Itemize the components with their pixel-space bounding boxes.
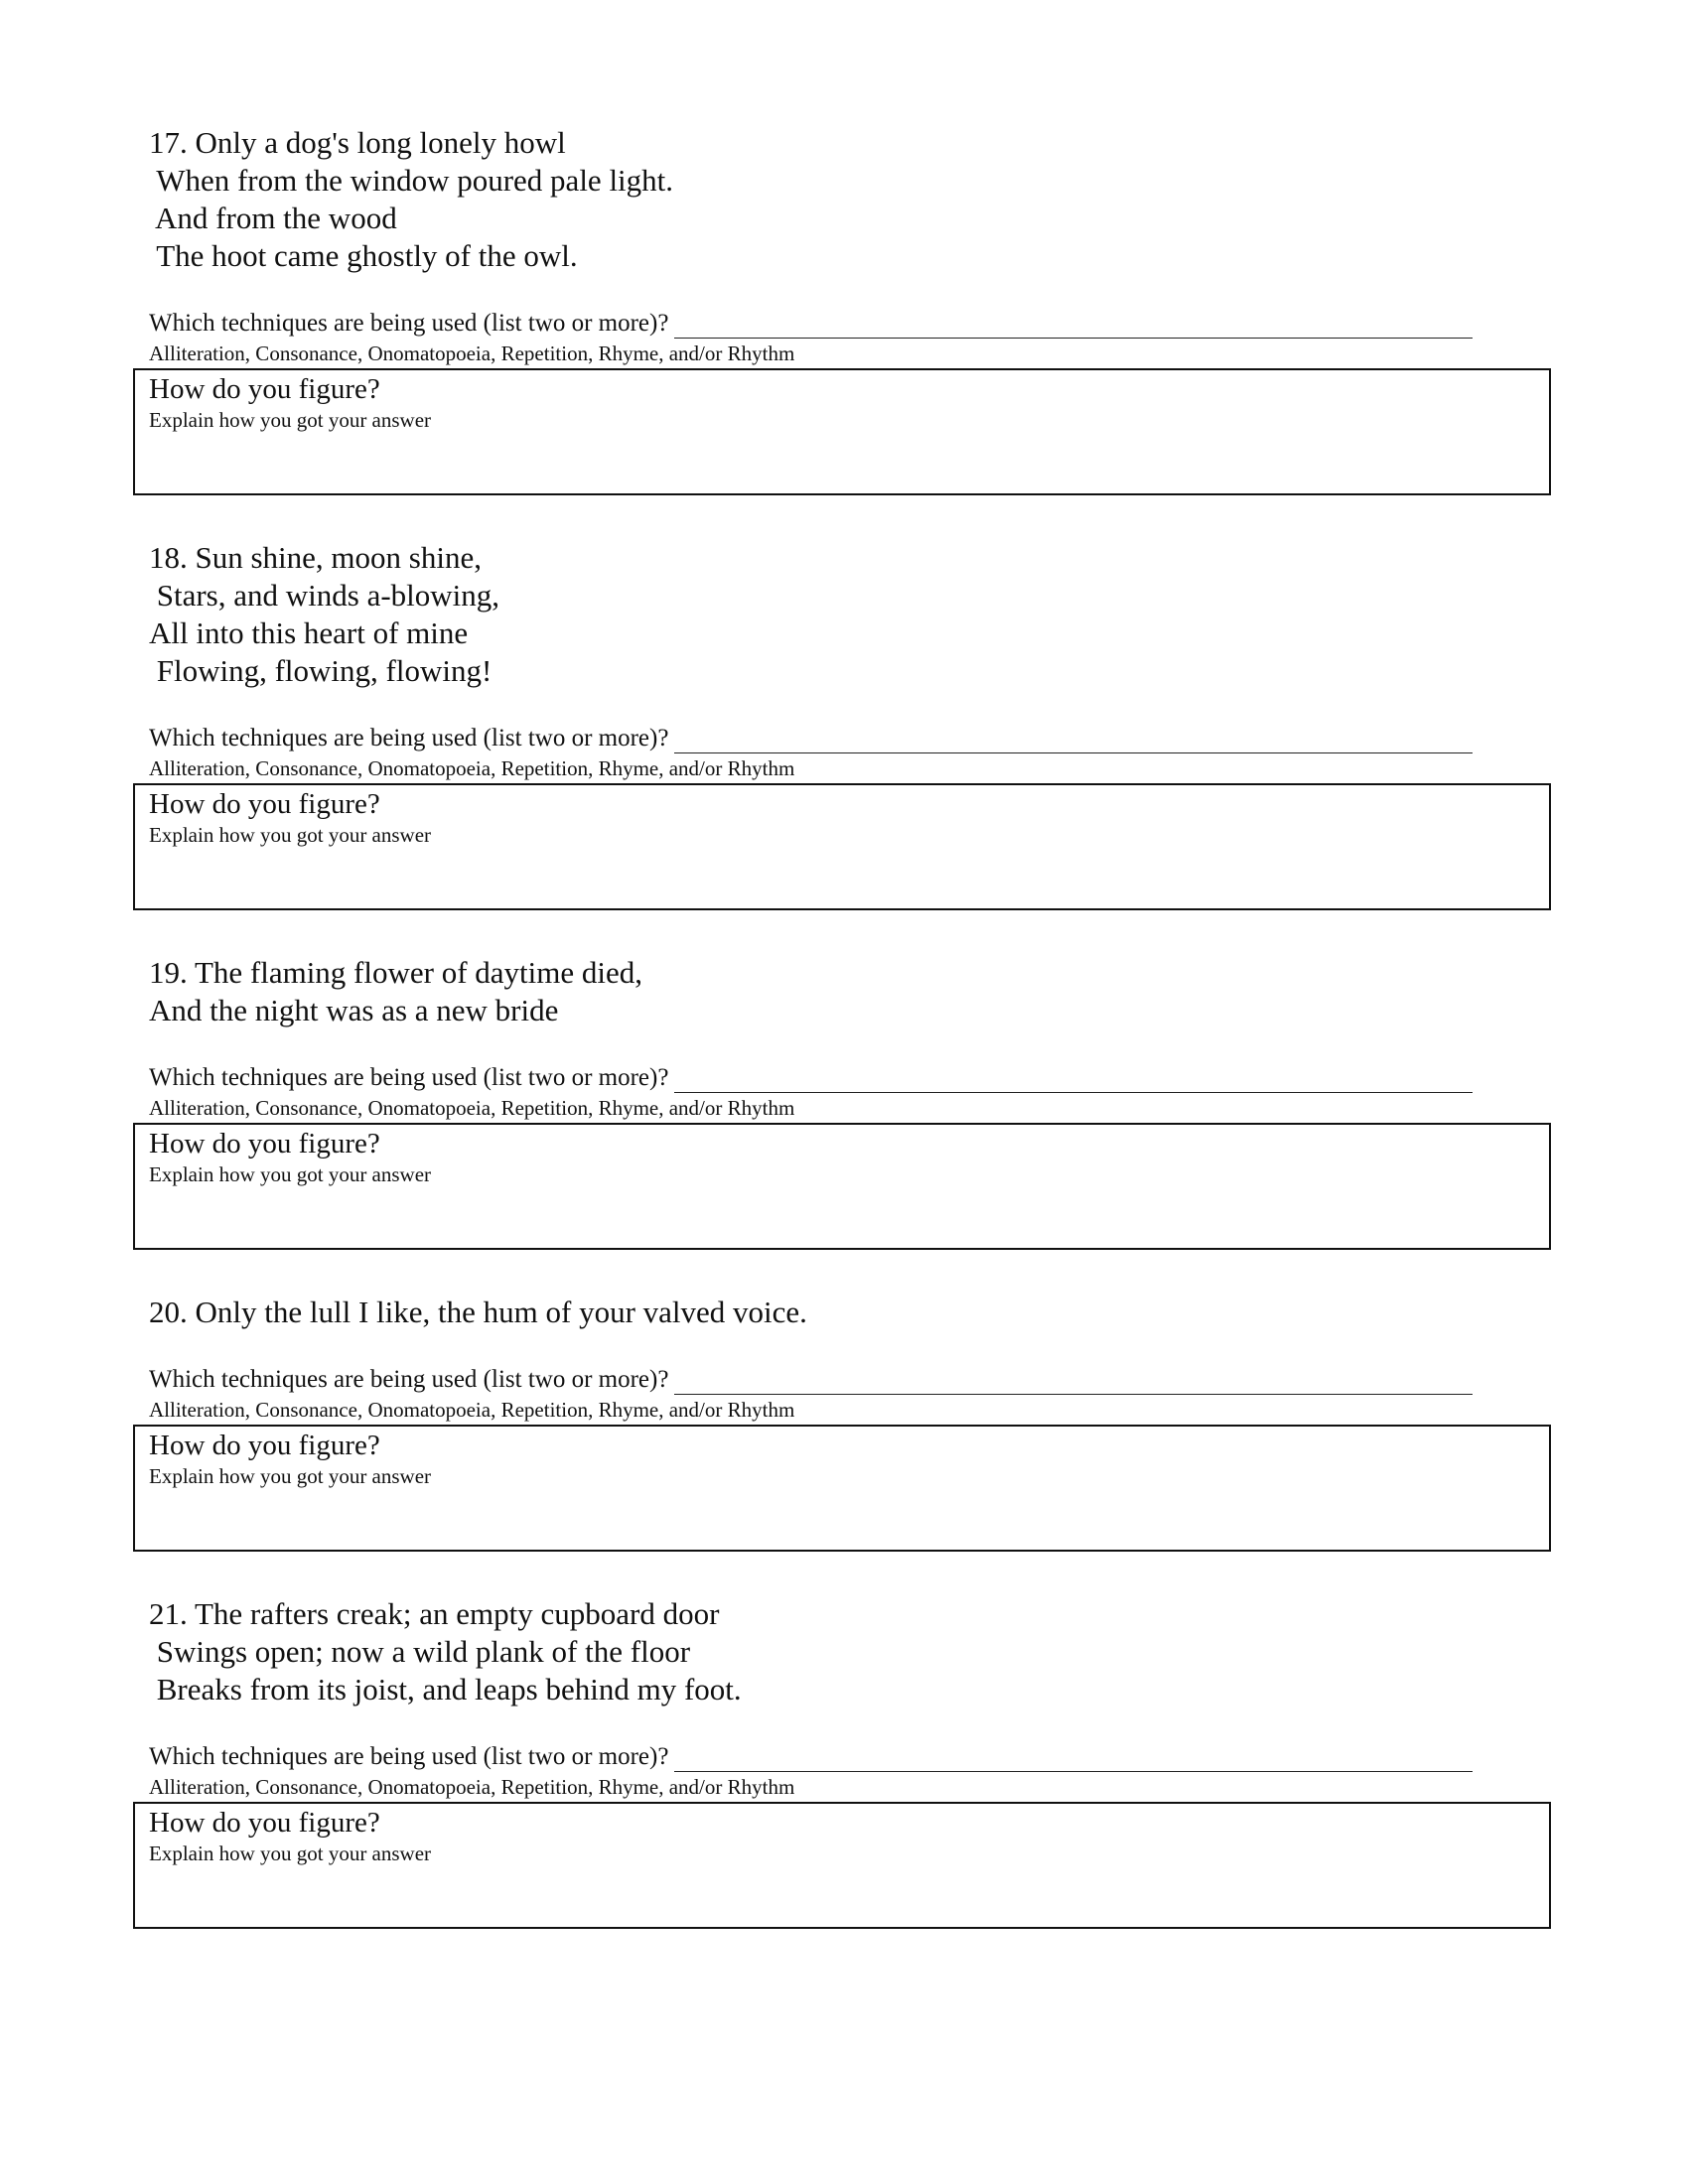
explanation-input[interactable] (145, 436, 1539, 493)
poem-line: And from the wood (149, 201, 397, 235)
techniques-options: Alliteration, Consonance, Onomatopoeia, Repetition, Rhyme, and/or Rhythm (149, 1398, 795, 1422)
poem-line: 19. The flaming flower of daytime died, (149, 955, 643, 990)
techniques-row (149, 1357, 1549, 1395)
techniques-row (149, 716, 1549, 753)
poem-line: Flowing, flowing, flowing! (149, 653, 492, 688)
techniques-answer-input[interactable] (674, 1060, 1473, 1093)
poem-excerpt (149, 1294, 1549, 1331)
explanation-title: How do you figure? (149, 1430, 380, 1461)
explanation-box (133, 1425, 1551, 1552)
explanation-input[interactable] (145, 851, 1539, 908)
techniques-options: Alliteration, Consonance, Onomatopoeia, Repetition, Rhyme, and/or Rhythm (149, 1096, 795, 1120)
poem-excerpt (149, 954, 1549, 1029)
poem-line: All into this heart of mine (149, 615, 469, 650)
question-20 (149, 1294, 1549, 1552)
explanation-title: How do you figure? (149, 1128, 380, 1160)
poem-line: And the night was as a new bride (149, 993, 559, 1027)
poem-line: When from the window poured pale light. (149, 163, 674, 198)
techniques-prompt: Which techniques are being used (list two or more)? (149, 1064, 669, 1091)
techniques-answer-input[interactable] (674, 306, 1473, 339)
techniques-answer-input[interactable] (674, 1739, 1473, 1772)
techniques-prompt: Which techniques are being used (list two or more)? (149, 725, 669, 751)
poem-line: The hoot came ghostly of the owl. (149, 238, 578, 273)
explanation-box (133, 783, 1551, 910)
techniques-prompt: Which techniques are being used (list two or more)? (149, 1743, 669, 1770)
explanation-instruction: Explain how you got your answer (149, 1464, 432, 1488)
explanation-title: How do you figure? (149, 1807, 380, 1839)
poem-line: 21. The rafters creak; an empty cupboard door (149, 1596, 720, 1631)
explanation-box (133, 1802, 1551, 1929)
poem-line: 20. Only the lull I like, the hum of your valved voice. (149, 1295, 807, 1329)
explanation-instruction: Explain how you got your answer (149, 1842, 432, 1865)
techniques-row (149, 1055, 1549, 1093)
explanation-input[interactable] (145, 1492, 1539, 1550)
techniques-prompt: Which techniques are being used (list two or more)? (149, 310, 669, 337)
techniques-options: Alliteration, Consonance, Onomatopoeia, Repetition, Rhyme, and/or Rhythm (149, 756, 795, 780)
poem-line: 17. Only a dog's long lonely howl (149, 125, 566, 160)
poem-excerpt (149, 124, 1549, 275)
poem-excerpt (149, 1595, 1549, 1708)
explanation-instruction: Explain how you got your answer (149, 1162, 432, 1186)
poem-line: Swings open; now a wild plank of the floor (149, 1634, 691, 1669)
techniques-prompt: Which techniques are being used (list two or more)? (149, 1366, 669, 1393)
explanation-title: How do you figure? (149, 373, 380, 405)
poem-line: Breaks from its joist, and leaps behind my foot. (149, 1672, 742, 1706)
techniques-answer-input[interactable] (674, 721, 1473, 753)
poem-line: 18. Sun shine, moon shine, (149, 540, 482, 575)
explanation-box (133, 1123, 1551, 1250)
explanation-input[interactable] (145, 1869, 1539, 1927)
explanation-input[interactable] (145, 1190, 1539, 1248)
explanation-instruction: Explain how you got your answer (149, 408, 432, 432)
explanation-title: How do you figure? (149, 788, 380, 820)
question-17 (149, 124, 1549, 495)
techniques-options: Alliteration, Consonance, Onomatopoeia, Repetition, Rhyme, and/or Rhythm (149, 341, 795, 365)
techniques-answer-input[interactable] (674, 1362, 1473, 1395)
poem-excerpt (149, 539, 1549, 690)
question-18 (149, 539, 1549, 910)
techniques-row (149, 1734, 1549, 1772)
question-19 (149, 954, 1549, 1250)
question-21 (149, 1595, 1549, 1929)
techniques-options: Alliteration, Consonance, Onomatopoeia, Repetition, Rhyme, and/or Rhythm (149, 1775, 795, 1799)
techniques-row (149, 301, 1549, 339)
explanation-instruction: Explain how you got your answer (149, 823, 432, 847)
poem-line: Stars, and winds a-blowing, (149, 578, 500, 613)
explanation-box (133, 368, 1551, 495)
